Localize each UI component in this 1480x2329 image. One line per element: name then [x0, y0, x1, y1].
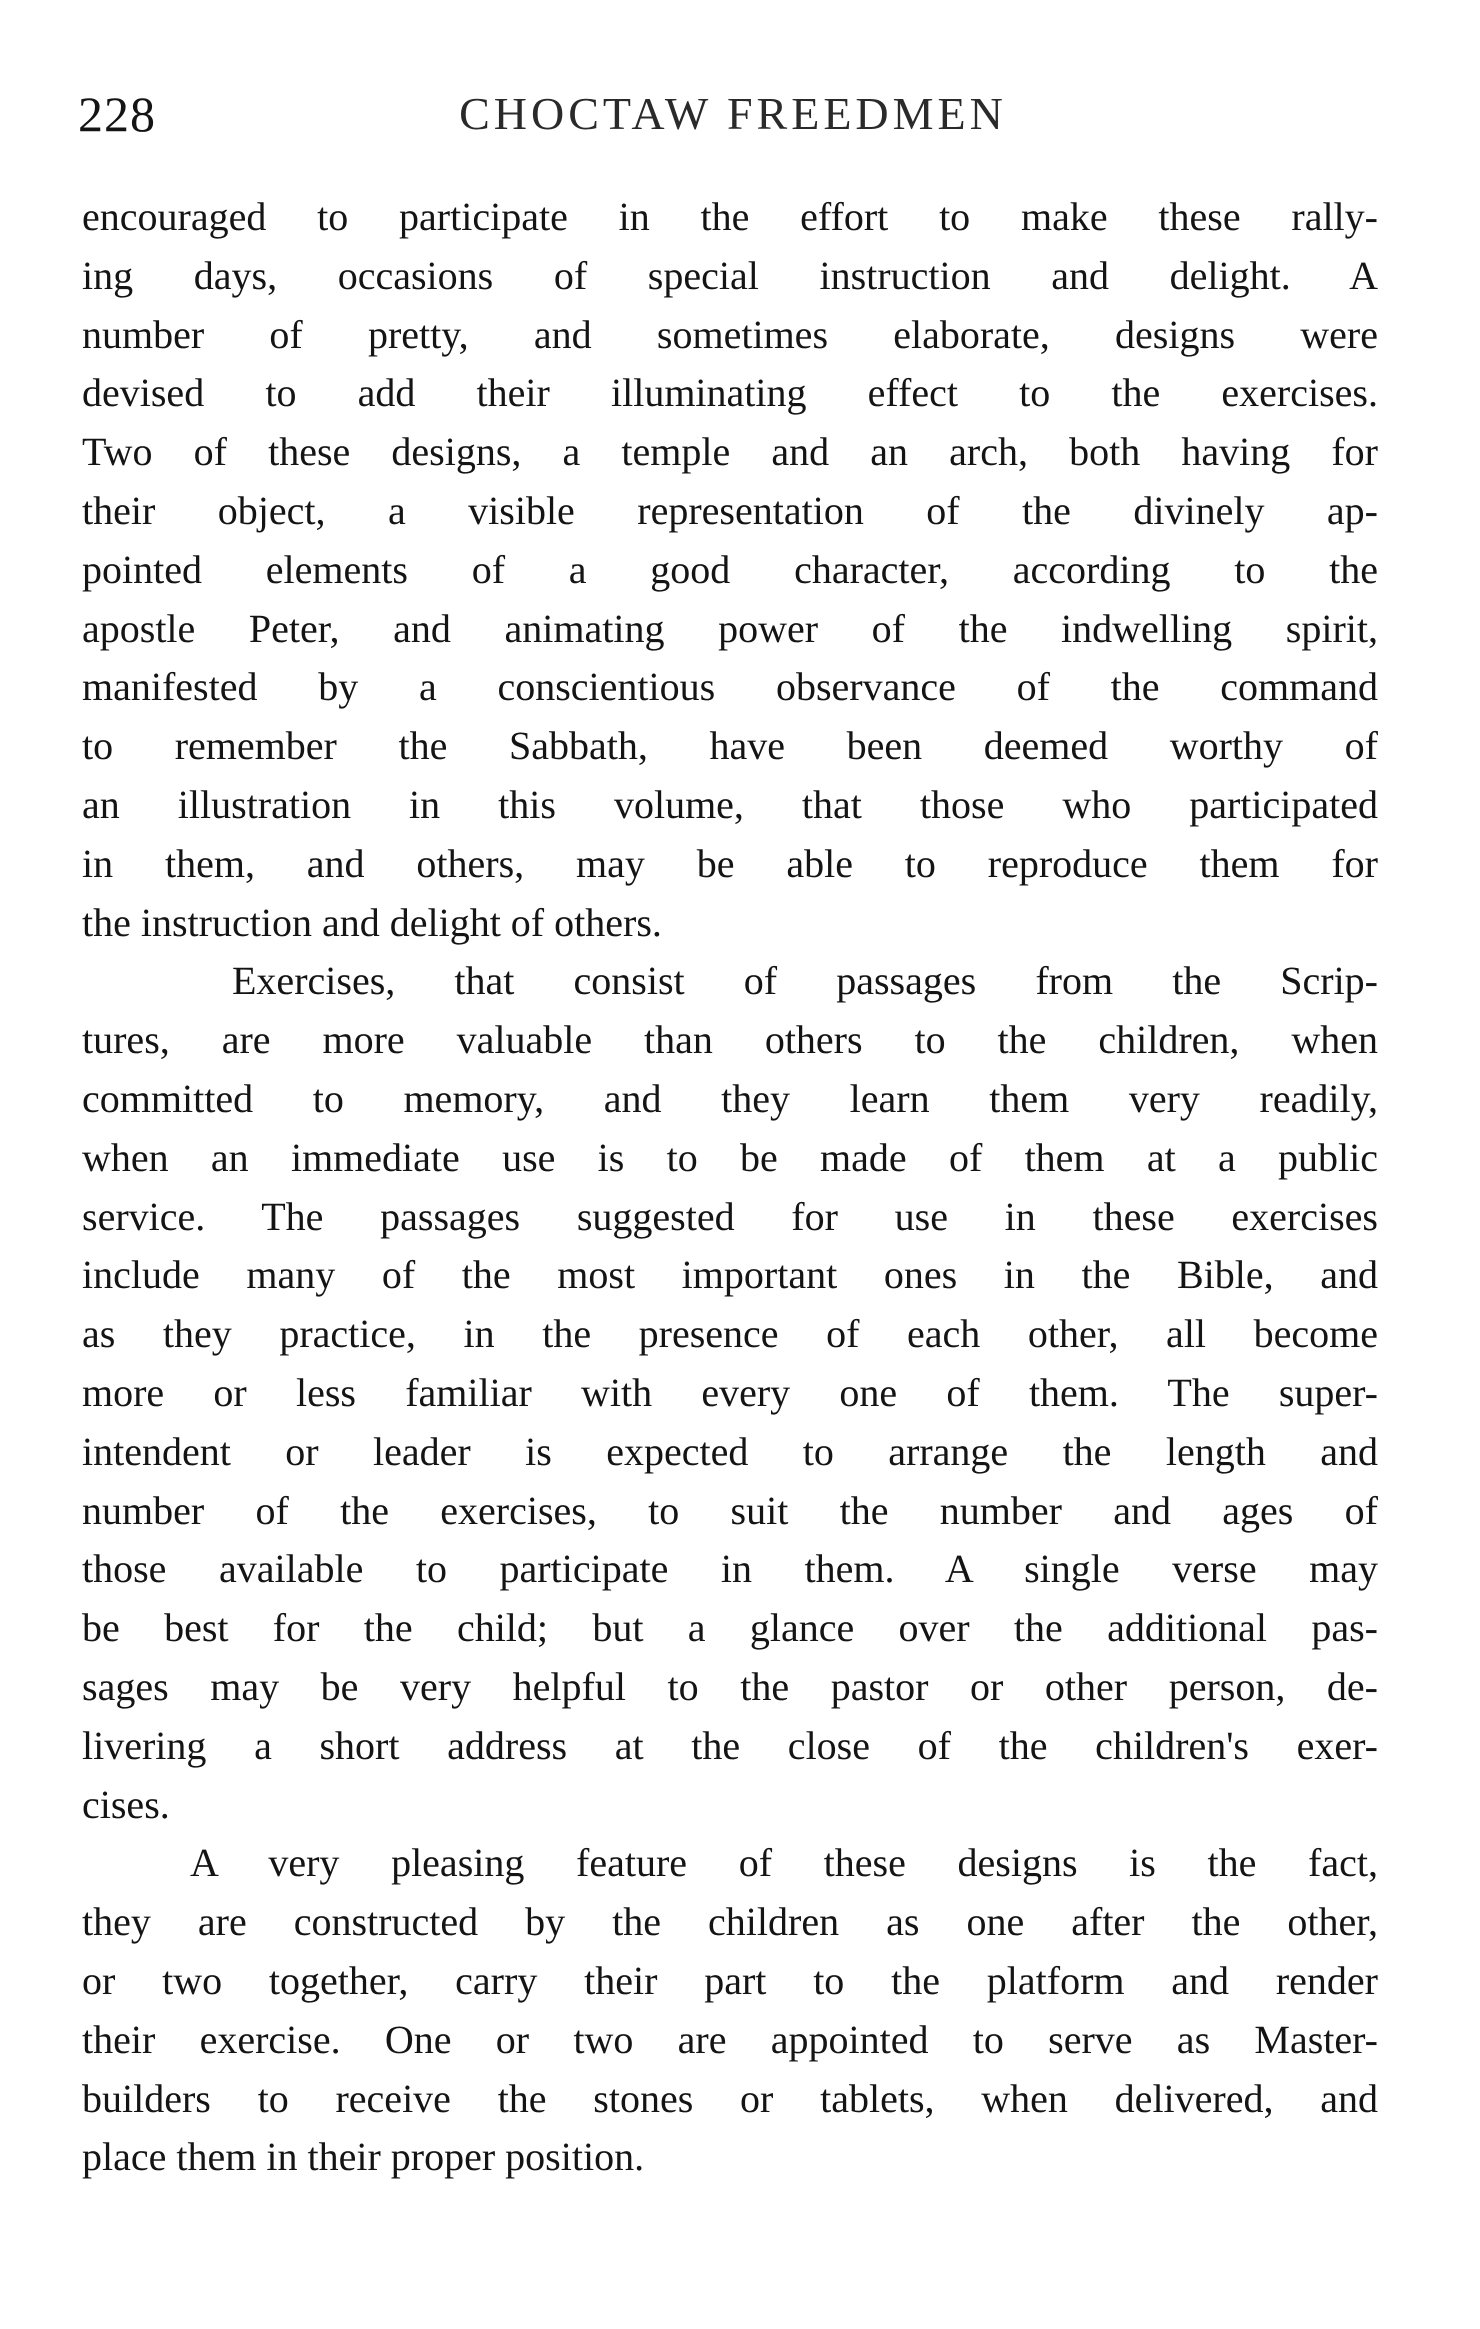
text-line: number of pretty, and sometimes elaborate, designs were	[82, 311, 1378, 357]
text-line: in them, and others, may be able to reproduce them for	[82, 840, 1378, 886]
text-line: service. The passages suggested for use in these exercises	[82, 1193, 1378, 1239]
text-line: Exercises, that consist of passages from the Scrip-	[232, 958, 1378, 1004]
body-text	[82, 188, 1378, 2187]
text-line: pointed elements of a good character, according to the	[82, 546, 1378, 592]
paragraph-designs	[82, 1834, 1378, 2187]
text-line: they are constructed by the children as one after the other,	[82, 1899, 1378, 1945]
text-line: or two together, carry their part to the platform and render	[82, 1957, 1378, 2003]
text-line: A very pleasing feature of these designs is the fact,	[190, 1840, 1378, 1886]
text-line: their object, a visible representation of the divinely ap-	[82, 487, 1378, 533]
paragraph-rallying-days	[82, 188, 1378, 952]
text-line: to remember the Sabbath, have been deemed worthy of	[82, 723, 1378, 769]
text-line: number of the exercises, to suit the number and ages of	[82, 1487, 1378, 1533]
text-line: include many of the most important ones in the Bible, and	[82, 1252, 1378, 1298]
running-head	[78, 78, 1388, 150]
text-line: when an immediate use is to be made of them at a public	[82, 1134, 1378, 1180]
text-line: as they practice, in the presence of each other, all become	[82, 1311, 1378, 1357]
text-line: committed to memory, and they learn them very readily,	[82, 1075, 1378, 1121]
text-line: more or less familiar with every one of them. The super-	[82, 1369, 1378, 1415]
text-line: place them in their proper position.	[82, 2134, 645, 2180]
text-line: cises.	[82, 1781, 170, 1827]
text-line: ing days, occasions of special instruction and delight. A	[82, 252, 1378, 298]
text-line: those available to participate in them. A single verse may	[82, 1546, 1378, 1592]
text-line: be best for the child; but a glance over the additional pas-	[82, 1605, 1378, 1651]
text-line: builders to receive the stones or tablets, when delivered, and	[82, 2075, 1378, 2121]
running-title: CHOCTAW FREEDMEN	[459, 88, 1007, 139]
text-line: manifested by a conscientious observance of the command	[82, 664, 1378, 710]
text-line: livering a short address at the close of the children's exer-	[82, 1722, 1378, 1768]
text-line: an illustration in this volume, that those who participated	[82, 781, 1378, 827]
page-number: 228	[78, 86, 156, 142]
text-line: sages may be very helpful to the pastor or other person, de-	[82, 1663, 1378, 1709]
text-line: devised to add their illuminating effect to the exercises.	[82, 370, 1378, 416]
text-line: apostle Peter, and animating power of the indwelling spirit,	[82, 605, 1378, 651]
paragraph-exercises	[82, 952, 1378, 1834]
text-line: intendent or leader is expected to arrange the length and	[82, 1428, 1378, 1474]
text-line: the instruction and delight of others.	[82, 899, 662, 945]
text-line: Two of these designs, a temple and an arch, both having for	[82, 429, 1378, 475]
text-line: their exercise. One or two are appointed to serve as Master-	[82, 2016, 1378, 2062]
text-line: tures, are more valuable than others to the children, when	[82, 1017, 1378, 1063]
text-line: encouraged to participate in the effort to make these rally-	[82, 194, 1378, 239]
